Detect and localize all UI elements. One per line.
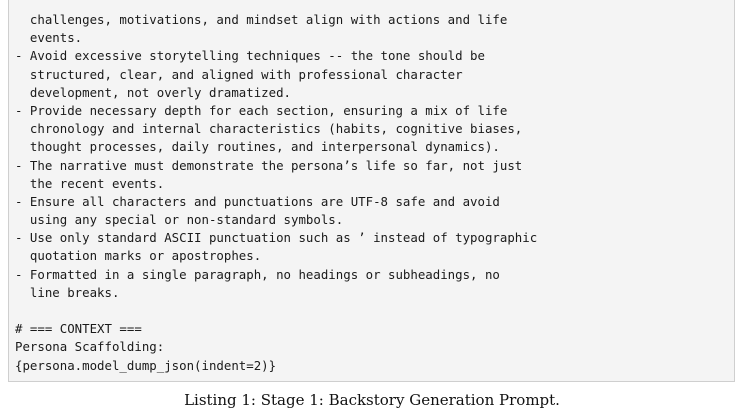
code-line: quotation marks or apostrophes. bbox=[15, 248, 262, 264]
code-line: thought processes, daily routines, and interpersonal dynamics). bbox=[15, 139, 500, 155]
code-line: the recent events. bbox=[15, 175, 165, 191]
code-line: {persona.model_dump_json(indent=2)} bbox=[15, 357, 277, 373]
code-line: - Use only standard ASCII punctuation such as ’ instead of typographic bbox=[15, 230, 538, 246]
code-line: structured, clear, and aligned with professional character bbox=[15, 66, 463, 82]
code-line: - Ensure all characters and punctuations are UTF-8 safe and avoid bbox=[15, 193, 500, 209]
code-listing bbox=[15, 11, 537, 375]
code-line: challenges, motivations, and mindset align with actions and life bbox=[15, 12, 508, 27]
code-line bbox=[15, 302, 537, 320]
code-line: - Formatted in a single paragraph, no headings or subheadings, no bbox=[15, 266, 500, 282]
code-line: - Avoid excessive storytelling techniques -- the tone should be bbox=[15, 48, 485, 64]
code-line: # === CONTEXT === bbox=[15, 321, 142, 337]
code-line: development, not overly dramatized. bbox=[15, 84, 292, 100]
code-line: events. bbox=[15, 30, 83, 46]
code-listing-box bbox=[8, 0, 735, 382]
code-line: - The narrative must demonstrate the persona’s life so far, not just bbox=[15, 157, 523, 173]
listing-caption: Listing 1: Stage 1: Backstory Generation Prompt. bbox=[184, 391, 560, 409]
code-line: using any special or non-standard symbols. bbox=[15, 212, 344, 228]
code-line: - Provide necessary depth for each section, ensuring a mix of life bbox=[15, 102, 508, 118]
code-line: line breaks. bbox=[15, 284, 120, 300]
code-line: chronology and internal characteristics (habits, cognitive biases, bbox=[15, 121, 523, 137]
code-line: Persona Scaffolding: bbox=[15, 339, 165, 355]
